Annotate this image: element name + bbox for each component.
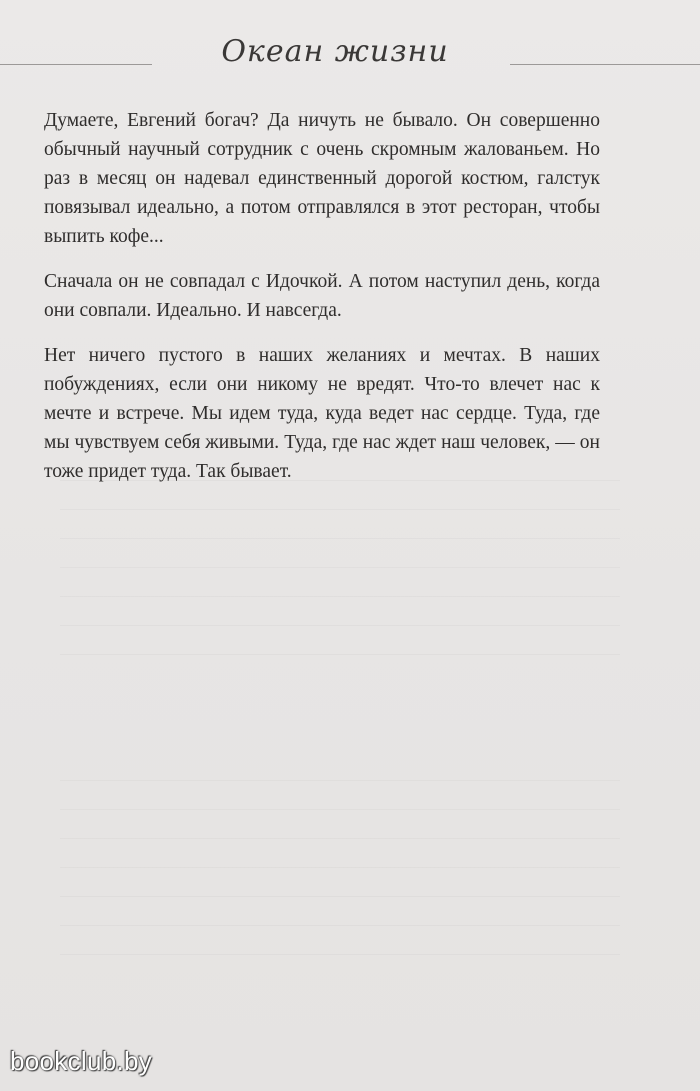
header-rule-left <box>0 64 152 65</box>
paragraph-3: Нет ничего пустого в наших желаниях и мечтах. В наших побуждениях, если они никому не вредят. Что-то влечет нас к мечте и встрече. Мы идем туда, куда ведет нас сердце. Туда, где мы чувствуем себя живыми. Туда, где нас ждет наш человек, — он тоже придет туда. Так бывает. <box>44 345 600 482</box>
paragraph-1: Думаете, Евгений богач? Да ничуть не бывало. Он совершенно обычный научный сотрудник с очень скромным жалованьем. Но раз в месяц он надевал единственный дорогой костюм, галстук повязывал идеально, а потом отправлялся в этот ресторан, чтобы выпить кофе... <box>44 110 600 247</box>
running-title: Океан жизни <box>221 34 449 69</box>
paragraph-2: Сначала он не совпадал с Идочкой. А потом наступил день, когда они совпали. Идеально. И навсегда. <box>44 271 600 321</box>
show-through-text <box>60 780 620 960</box>
page-header <box>0 28 700 98</box>
header-rule-right <box>510 64 700 65</box>
page-body <box>44 106 600 502</box>
watermark: bookclub.by <box>10 1046 153 1076</box>
show-through-text <box>60 480 620 660</box>
